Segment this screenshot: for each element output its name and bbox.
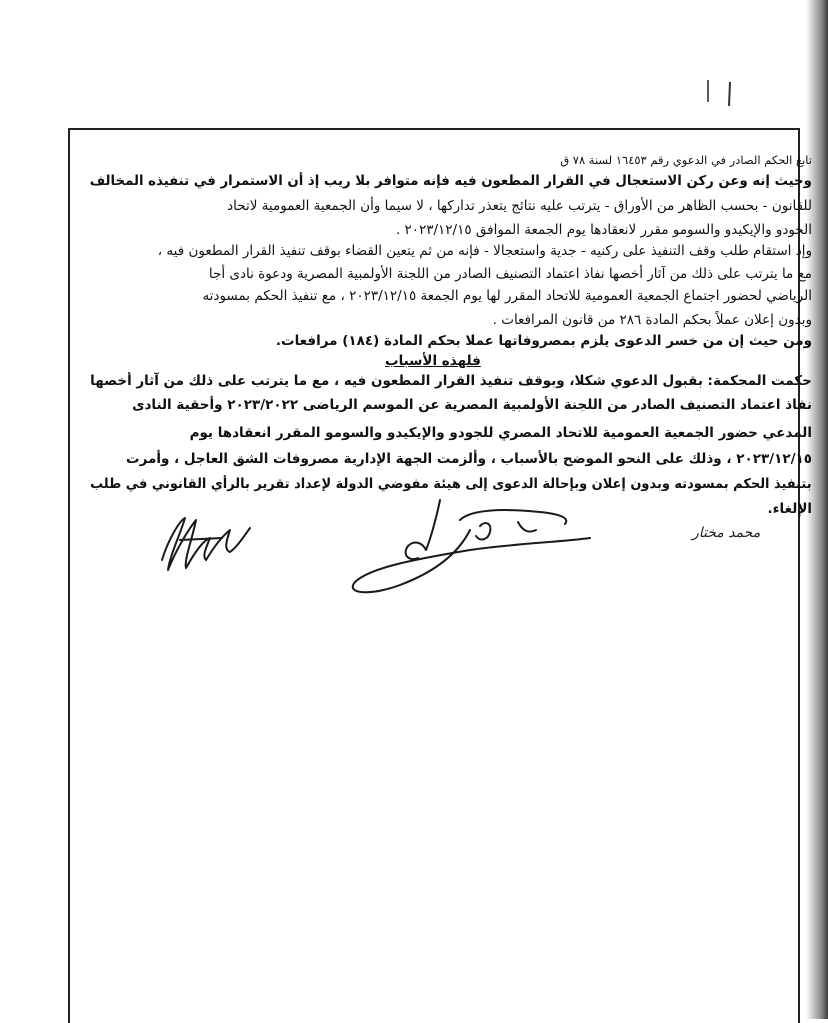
verdict-line: المدعي حضور الجمعية العمومية للاتحاد المصري للجودو والإيكيدو والسومو المقرر انعقادها يوم [189, 425, 812, 441]
paragraph-line: الجودو والإيكيدو والسومو مقرر لانعقادها يوم الجمعة الموافق ٢٠٢٣/١٢/١٥ . [395, 222, 812, 238]
paragraph-line: ومن حيث إن من خسر الدعوى يلزم بمصروفاتها عملا بحكم المادة (١٨٤) مرافعات. [275, 333, 812, 349]
signatures [140, 490, 820, 610]
paragraph-line: للقانون - بحسب الظاهر من الأوراق - يترتب عليه نتائج يتعذر تداركها ، لا سيما وأن الجمعية العمومية لاتحاد [227, 198, 812, 214]
verdict-line: الإلغاء. [767, 501, 812, 517]
verdict-line: نفاذ اعتماد التصنيف الصادر من اللجنة الأولمبية المصرية عن الموسم الرياضى ٢٠٢٣/٢٠٢٢ وأحقية النادى [132, 397, 812, 413]
case-header: تابع الحكم الصادر في الدعوي رقم ١٦٤٥٣ لسنة ٧٨ ق [560, 153, 812, 167]
verdict-line: ٢٠٢٣/١٢/١٥ ، وذلك على النحو الموضح بالأسباب ، وألزمت الجهة الإدارية مصروفات الشق العاجل ، وأمرت [126, 451, 812, 467]
paragraph-line: وحيث إنه وعن ركن الاستعجال في القرار المطعون فيه فإنه متوافر بلا ريب إذ أن الاستمرار في تنفيذه المخالف [89, 173, 812, 189]
signature-name: محمد مختار [692, 525, 761, 541]
paragraph-line: الرياضي لحضور اجتماع الجمعية العمومية للاتحاد المقرر لها يوم الجمعة ٢٠٢٣/١٢/١٥ ، مع تنفيذ الحكم بمسودته [202, 288, 812, 304]
signature-middle [353, 500, 590, 592]
paragraph-line: مع ما يترتب على ذلك من آثار أخصها نفاذ اعتماد التصنيف الصادر من اللجنة الأولمبية المصرية ودعوة نادى أجا [208, 266, 812, 282]
top-pen-marks [700, 78, 740, 108]
paragraph-line: وإذ استقام طلب وقف التنفيذ على ركنيه - جدية واستعجالا - فإنه من ثم يتعين القضاء بوقف تنفيذ القرار المطعون فيه ، [157, 243, 812, 259]
signature-left [162, 518, 250, 570]
verdict-line: بتنفيذ الحكم بمسودته وبدون إعلان وبإحالة الدعوى إلى هيئة مفوضي الدولة لإعداد تقرير بالرأي القانوني في طلب [90, 476, 812, 492]
verdict-line: حكمت المحكمة: بقبول الدعوي شكلا، وبوقف تنفيذ القرار المطعون فيه ، مع ما يترتب على ذلك من آثار أخصها [90, 373, 812, 389]
paragraph-line: وبدون إعلان عملاً بحكم المادة ٢٨٦ من قانون المرافعات . [492, 312, 812, 328]
section-heading: فلهذه الأسباب [385, 353, 481, 369]
